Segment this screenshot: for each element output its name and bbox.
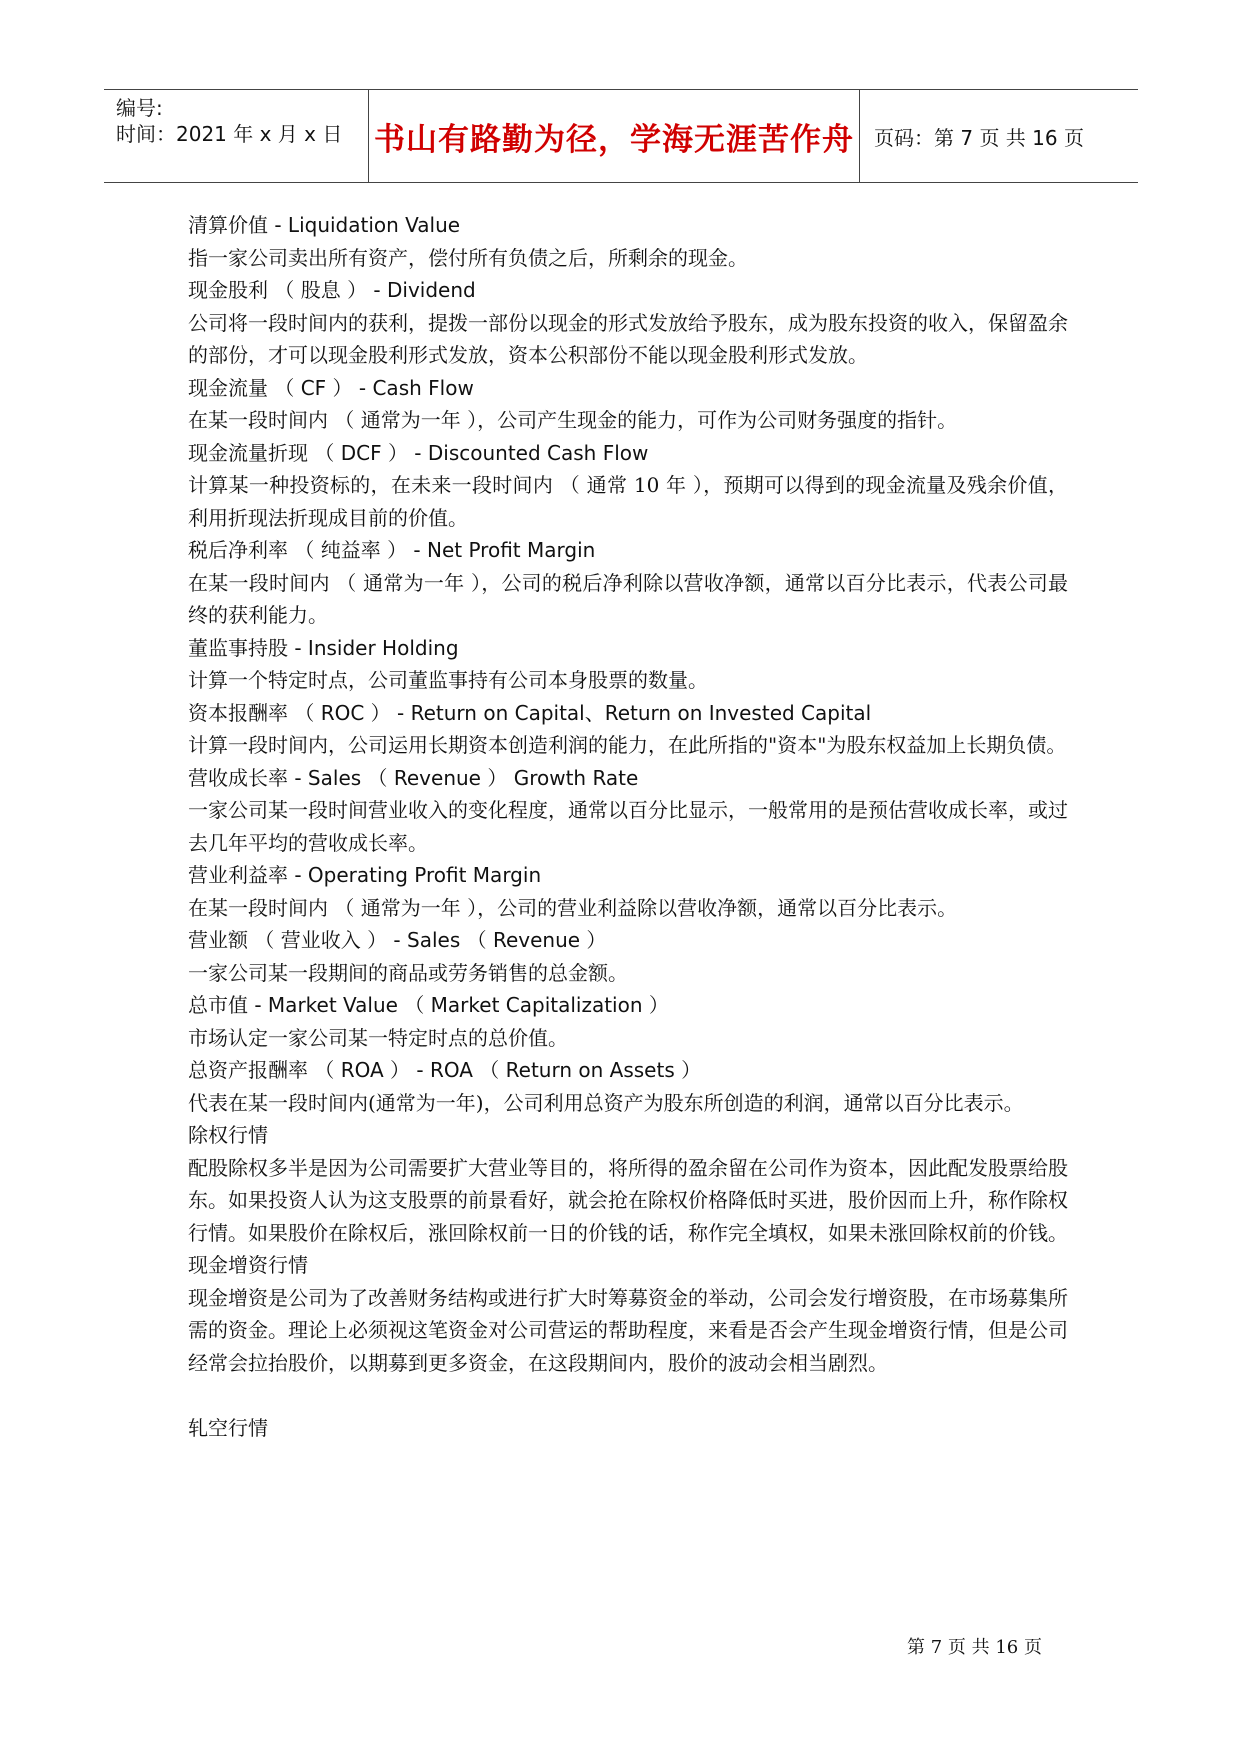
page-footer: 第 7 页 共 16 页 xyxy=(907,1637,1042,1658)
glossary-entry xyxy=(188,209,1068,274)
header-motto: 书山有路勤为径，学海无涯苦作舟 xyxy=(374,121,854,158)
entry-term: 现金流量 （ CF ） - Cash Flow xyxy=(188,375,474,400)
entry-description: 市场认定一家公司某一特定时点的总价值。 xyxy=(188,1025,568,1050)
entry-term: 现金股利 （ 股息 ） - Dividend xyxy=(188,278,476,302)
entry-term: 税后净利率 （ 纯益率 ） - Net Profit Margin xyxy=(188,538,596,562)
entry-description: 计算一个特定时点，公司董监事持有公司本身股票的数量。 xyxy=(188,668,708,692)
glossary-entry xyxy=(188,1119,1068,1249)
entry-term: 总资产报酬率 （ ROA ） - ROA （ Return on Assets ） xyxy=(188,1058,702,1082)
entry-term: 营业利益率 - Operating Profit Margin xyxy=(188,863,542,887)
entry-term: 营收成长率 - Sales （ Revenue ） Growth Rate xyxy=(188,765,639,790)
glossary-entry xyxy=(188,697,1068,762)
entry-description: 现金增资是公司为了改善财务结构或进行扩大时筹募资金的举动，公司会发行增资股，在市场募集所需的资金。理论上必须视这笔资金对公司营运的帮助程度，来看是否会产生现金增资行情，但是公司经常会拉抬股价，以期募到更多资金，在这段期间内，股价的波动会相当剧烈。 xyxy=(188,1285,1068,1375)
glossary-entry xyxy=(188,859,1068,924)
entry-term: 营业额 （ 营业收入 ） - Sales （ Revenue ） xyxy=(188,928,607,952)
entry-description: 公司将一段时间内的获利，提拨一部份以现金的形式发放给予股东，成为股东投资的收入，保留盈余的部份，才可以现金股利形式发放，资本公积部份不能以现金股利形式发放。 xyxy=(188,310,1068,367)
entry-description: 在某一段时间内 （ 通常为一年 ），公司的税后净利除以营收净额，通常以百分比表示，代表公司最终的获利能力。 xyxy=(188,570,1068,627)
entry-description: 计算某一种投资标的，在未来一段时间内 （ 通常 10 年 ），预期可以得到的现金流量及残余价值，利用折现法折现成目前的价值。 xyxy=(188,473,1068,530)
entry-description: 计算一段时间内，公司运用长期资本创造利润的能力，在此所指的"资本"为股东权益加上长期负债。 xyxy=(188,733,1067,757)
glossary-entry xyxy=(188,534,1068,632)
entry-description: 在某一段时间内 （ 通常为一年 ），公司产生现金的能力，可作为公司财务强度的指针。 xyxy=(188,408,958,432)
glossary-entry xyxy=(188,274,1068,372)
entry-description: 在某一段时间内 （ 通常为一年 ），公司的营业利益除以营收净额，通常以百分比表示。 xyxy=(188,895,958,920)
entry-term: 现金流量折现 （ DCF ） - Discounted Cash Flow xyxy=(188,440,649,465)
entry-term: 除权行情 xyxy=(188,1123,268,1147)
entry-term: 资本报酬率 （ ROC ） - Return on Capital、Return on Invested Capital xyxy=(188,700,872,725)
page-header xyxy=(104,89,1138,183)
glossary-entry xyxy=(188,924,1068,989)
entry-description: 一家公司某一段期间的商品或劳务销售的总金额。 xyxy=(188,960,628,985)
entry-description: 指一家公司卖出所有资产，偿付所有负债之后，所剩余的现金。 xyxy=(188,245,748,270)
glossary-entry xyxy=(188,1054,1068,1119)
header-page-label: 页码：第 7 页 共 16 页 xyxy=(874,125,1084,150)
glossary-entry xyxy=(188,632,1068,697)
entry-term: 总市值 - Market Value （ Market Capitalization ） xyxy=(188,993,669,1017)
header-motto-cell xyxy=(369,90,860,182)
glossary-entry xyxy=(188,989,1068,1054)
section-heading: 轧空行情 xyxy=(188,1415,268,1440)
entry-description: 配股除权多半是因为公司需要扩大营业等目的，将所得的盈余留在公司作为资本，因此配发股票给股东。如果投资人认为这支股票的前景看好，就会抢在除权价格降低时买进，股价因而上升，称作除权行情。如果股价在除权后，涨回除权前一日的价钱的话，称作完全填权，如果未涨回除权前的价钱。 xyxy=(188,1155,1068,1245)
glossary-content xyxy=(188,209,1068,1444)
blank-line xyxy=(188,1379,1068,1412)
document-time-label: 时间：2021 年 x 月 x 日 xyxy=(116,122,343,146)
document-number-label: 编号: xyxy=(116,96,163,120)
glossary-entry xyxy=(188,437,1068,535)
header-page-cell xyxy=(860,90,1138,182)
entry-description: 一家公司某一段时间营业收入的变化程度，通常以百分比显示，一般常用的是预估营收成长率，或过去几年平均的营收成长率。 xyxy=(188,798,1068,855)
entry-term: 清算价值 - Liquidation Value xyxy=(188,213,461,237)
entry-term: 董监事持股 - Insider Holding xyxy=(188,635,459,660)
header-meta xyxy=(104,90,369,182)
glossary-entry xyxy=(188,762,1068,860)
entry-description: 代表在某一段时间内(通常为一年)，公司利用总资产为股东所创造的利润，通常以百分比表示。 xyxy=(188,1090,1024,1115)
glossary-entry xyxy=(188,372,1068,437)
glossary-entry xyxy=(188,1249,1068,1379)
entry-term: 现金增资行情 xyxy=(188,1253,308,1277)
